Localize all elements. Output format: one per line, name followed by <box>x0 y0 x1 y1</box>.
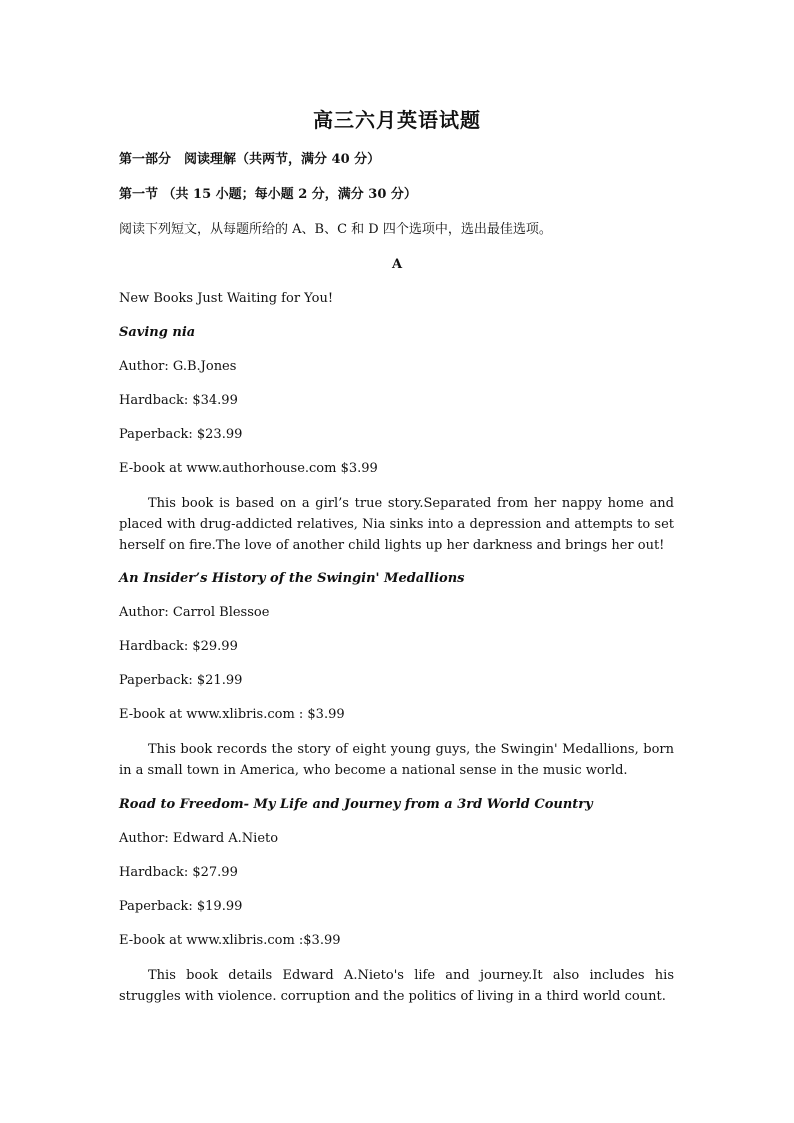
book-hardback-price: Hardback: $29.99 <box>119 639 238 654</box>
book-paperback-price: Paperback: $19.99 <box>119 899 243 914</box>
book-paperback-price: Paperback: $23.99 <box>119 427 243 442</box>
book-title: Road to Freedom- My Life and Journey from a 3rd World Country <box>119 797 593 812</box>
book-description: This book is based on a girl’s true story.Separated from her nappy home and placed with drug-addicted relatives, Nia sinks into a depression and attempts to set herself on fire.The love of another child lights up her darkness and brings her out! <box>119 496 674 553</box>
book-ebook-price: E-book at www.xlibris.com :$3.99 <box>119 933 341 948</box>
section-heading: 第一节 （共 15 小题；每小题 2 分，满分 30 分） <box>119 187 417 202</box>
book-title: An Insider’s History of the Swingin' Medallions <box>119 571 465 586</box>
book-ebook-price: E-book at www.xlibris.com : $3.99 <box>119 707 345 722</box>
passage-label: A <box>391 257 403 272</box>
book-author: Author: G.B.Jones <box>119 359 237 374</box>
book-description: This book records the story of eight young guys, the Swingin' Medallions, born in a small town in America, who become a national sense in the music world. <box>119 742 674 778</box>
book-author: Author: Carrol Blessoe <box>119 605 270 620</box>
book-hardback-price: Hardback: $34.99 <box>119 393 238 408</box>
book-hardback-price: Hardback: $27.99 <box>119 865 238 880</box>
part-heading: 第一部分 阅读理解（共两节，满分 40 分） <box>119 152 381 167</box>
passage-intro: New Books Just Waiting for You! <box>119 291 334 306</box>
page-title: 高三六月英语试题 <box>313 108 481 132</box>
book-ebook-price: E-book at www.authorhouse.com $3.99 <box>119 461 378 476</box>
book-description: This book details Edward A.Nieto's life and journey.It also includes his struggles with violence. corruption and the politics of living in a third world count. <box>119 968 674 1004</box>
instructions: 阅读下列短文，从每题所给的 A、B、C 和 D 四个选项中，选出最佳选项。 <box>119 222 552 237</box>
book-title: Saving nia <box>119 325 196 340</box>
book-author: Author: Edward A.Nieto <box>119 831 279 846</box>
book-paperback-price: Paperback: $21.99 <box>119 673 243 688</box>
